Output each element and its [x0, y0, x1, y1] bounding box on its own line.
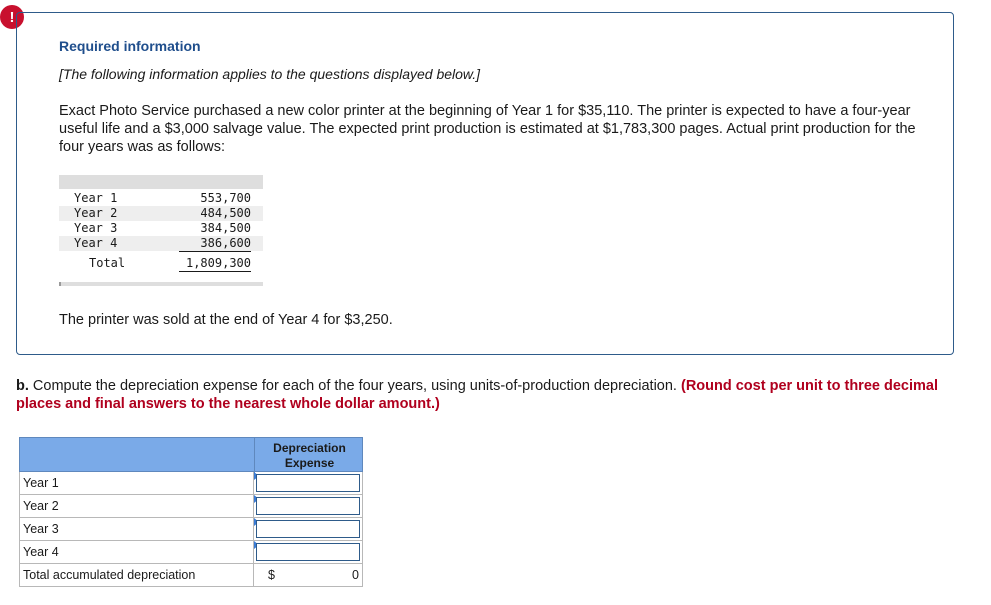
production-year-value: 553,700 [200, 191, 251, 205]
production-year-value: 386,600 [200, 236, 251, 250]
production-total-label: Total [89, 256, 126, 270]
problem-paragraph: Exact Photo Service purchased a new color printer at the beginning of Year 1 for $35,110. The printer is expected to have a four-year useful life and a $3,000 salvage value. The expected print production is estimated at $1,783,300 pages. Actual print production for the four years was as follows: [59, 103, 916, 155]
required-info-subtitle: [The following information applies to the questions displayed below.] [59, 66, 481, 82]
sale-text: The printer was sold at the end of Year 4 for $3,250. [59, 312, 393, 328]
table-row [19, 541, 363, 564]
year-2-depreciation-input[interactable] [256, 497, 360, 515]
total-accumulated-value: 0 [352, 568, 359, 582]
row-label: Year 2 [23, 499, 59, 513]
rounding-instruction: (Round cost per unit to three decimal places and final answers to the nearest whole dollar amount.) [16, 378, 938, 412]
year-3-depreciation-input[interactable] [256, 520, 360, 538]
production-table [59, 175, 263, 287]
row-label: Year 1 [23, 476, 59, 490]
production-year-value: 484,500 [200, 206, 251, 220]
depreciation-expense-header: Depreciation Expense [254, 438, 364, 473]
table-row [19, 472, 363, 495]
alert-icon: ! [0, 5, 24, 29]
production-year-label: Year 3 [74, 221, 118, 235]
answer-cell [253, 518, 363, 541]
question-text [16, 377, 966, 413]
answer-cell [253, 541, 363, 564]
question-body: Compute the depreciation expense for each of the four years, using units-of-production depreciation. [28, 378, 681, 394]
production-row [59, 191, 263, 206]
year-1-depreciation-input[interactable] [256, 474, 360, 492]
production-row [59, 221, 263, 236]
answer-cell [253, 472, 363, 495]
production-total-row [59, 256, 263, 271]
production-year-label: Year 1 [74, 191, 118, 205]
total-cell [253, 564, 363, 587]
total-row [19, 564, 363, 587]
row-label: Year 3 [23, 522, 59, 536]
production-row [59, 236, 263, 251]
total-rule [179, 271, 251, 272]
row-label: Year 4 [23, 545, 59, 559]
required-info-title: Required information [59, 38, 201, 54]
production-total-value: 1,809,300 [185, 256, 251, 270]
total-accumulated-label: Total accumulated depreciation [23, 568, 196, 582]
production-row [59, 206, 263, 221]
table-row [19, 518, 363, 541]
production-table-footer [59, 282, 263, 286]
year-4-depreciation-input[interactable] [256, 543, 360, 561]
table-row [19, 495, 363, 518]
production-table-header [59, 175, 263, 189]
production-year-value: 384,500 [200, 221, 251, 235]
question-part-label: b. [16, 378, 29, 394]
subtotal-rule [179, 251, 251, 252]
answer-cell [253, 495, 363, 518]
production-year-label: Year 4 [74, 236, 118, 250]
currency-symbol: $ [268, 568, 275, 582]
production-year-label: Year 2 [74, 206, 118, 220]
answer-table-header [19, 437, 363, 472]
